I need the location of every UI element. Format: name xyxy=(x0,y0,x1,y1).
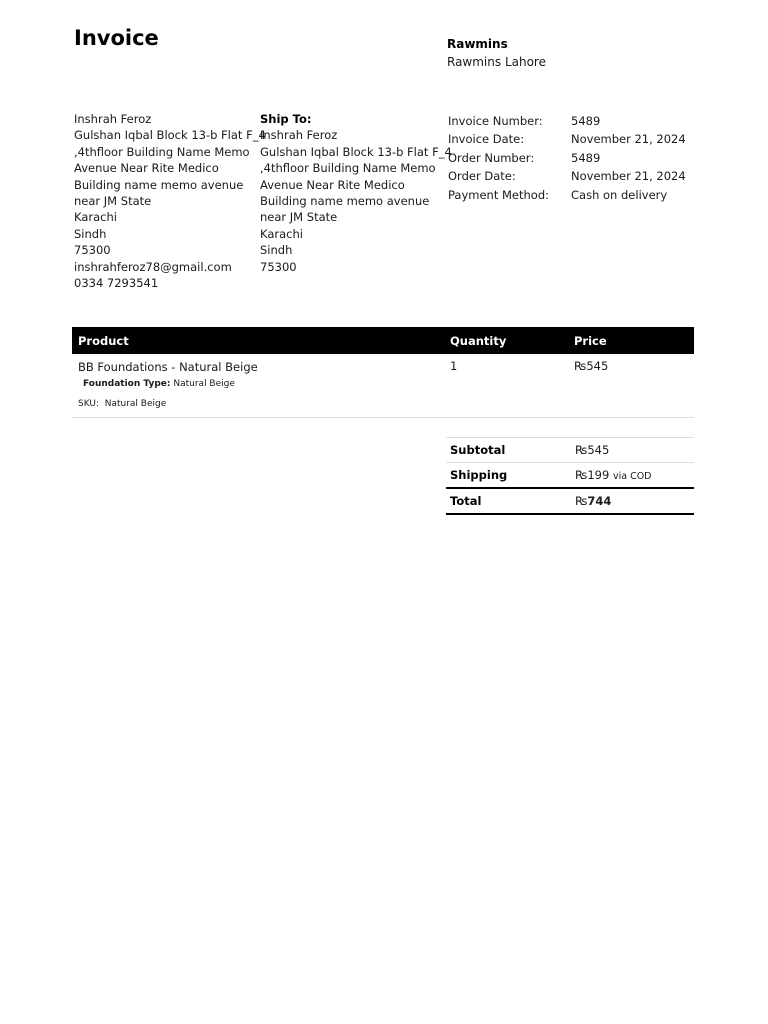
ship-to-heading: Ship To: xyxy=(260,112,312,126)
order-details xyxy=(448,112,686,204)
order-number-row xyxy=(448,149,686,167)
order-date-value: November 21, 2024 xyxy=(571,169,686,184)
billing-email: inshrahferoz78@gmail.com xyxy=(74,259,232,274)
product-sku xyxy=(78,398,444,410)
shipping-line: ,4thfloor Building Name Memo xyxy=(260,161,436,176)
payment-method-row xyxy=(448,186,686,204)
invoice-number-row xyxy=(448,112,686,130)
shipping-line: Building name memo avenue xyxy=(260,194,430,209)
variation-value: Natural Beige xyxy=(173,379,235,389)
shipping-value-cell xyxy=(571,463,694,489)
shipping-line: Sindh xyxy=(260,243,293,258)
product-cell xyxy=(72,354,444,418)
total-amount: 744 xyxy=(587,494,612,508)
invoice-title: Invoice xyxy=(74,26,159,50)
invoice-number-value: 5489 xyxy=(571,114,601,128)
order-number-label: Order Number: xyxy=(448,150,535,165)
product-name: BB Foundations - Natural Beige xyxy=(78,360,258,374)
invoice-number-label: Invoice Number: xyxy=(448,114,543,128)
total-value-cell xyxy=(571,488,694,514)
billing-line: Inshrah Feroz xyxy=(74,112,152,126)
price-column-header: Price xyxy=(568,327,694,354)
price-cell: ₨545 xyxy=(568,354,694,418)
shipping-line: Inshrah Feroz xyxy=(260,128,338,143)
shop-info xyxy=(447,36,546,71)
invoice-date-value: November 21, 2024 xyxy=(571,132,686,147)
product-variation xyxy=(83,378,444,390)
total-label: Total xyxy=(446,488,571,514)
invoice-date-row xyxy=(448,130,686,148)
subtotal-label: Subtotal xyxy=(446,438,571,463)
shipping-line: Avenue Near Rite Medico xyxy=(260,177,405,192)
shop-address: Rawmins Lahore xyxy=(447,55,546,69)
variation-label: Foundation Type: xyxy=(83,379,171,389)
quantity-cell: 1 xyxy=(444,354,568,418)
shipping-label: Shipping xyxy=(446,463,571,489)
billing-line: Sindh xyxy=(74,226,107,241)
payment-method-label: Payment Method: xyxy=(448,187,550,202)
quantity-column-header: Quantity xyxy=(444,327,568,354)
sku-label: SKU: xyxy=(78,399,99,409)
billing-line: 75300 xyxy=(74,243,111,258)
order-totals xyxy=(446,437,694,515)
billing-line: ,4thfloor Building Name Memo xyxy=(74,144,250,159)
product-column-header: Product xyxy=(72,327,444,354)
shop-name: Rawmins xyxy=(447,37,508,51)
billing-line: Avenue Near Rite Medico xyxy=(74,161,219,176)
total-currency: ₨ xyxy=(575,494,588,508)
billing-address xyxy=(74,111,266,291)
order-number-value: 5489 xyxy=(571,150,601,165)
shipping-line: near JM State xyxy=(260,210,338,225)
sku-value: Natural Beige xyxy=(104,399,167,409)
items-header-row xyxy=(72,327,694,354)
shipping-method: via COD xyxy=(612,471,652,482)
shipping-line: Karachi xyxy=(260,226,303,241)
invoice-date-label: Invoice Date: xyxy=(448,132,525,147)
subtotal-row xyxy=(446,438,694,463)
billing-line: Building name memo avenue xyxy=(74,177,244,192)
order-date-row xyxy=(448,167,686,185)
shipping-line: 75300 xyxy=(260,259,297,274)
shipping-row xyxy=(446,463,694,489)
table-row xyxy=(72,354,694,418)
order-items-table xyxy=(72,327,694,418)
subtotal-value: ₨545 xyxy=(571,438,694,463)
shipping-address xyxy=(260,111,452,275)
billing-line: Karachi xyxy=(74,210,117,225)
shipping-line: Gulshan Iqbal Block 13-b Flat F_4 xyxy=(260,144,452,159)
billing-line: near JM State xyxy=(74,194,152,209)
shipping-value: ₨199 xyxy=(575,468,610,482)
billing-phone: 0334 7293541 xyxy=(74,276,159,291)
order-date-label: Order Date: xyxy=(448,169,516,184)
payment-method-value: Cash on delivery xyxy=(571,187,668,202)
billing-line: Gulshan Iqbal Block 13-b Flat F_4 xyxy=(74,128,266,143)
total-row xyxy=(446,488,694,514)
